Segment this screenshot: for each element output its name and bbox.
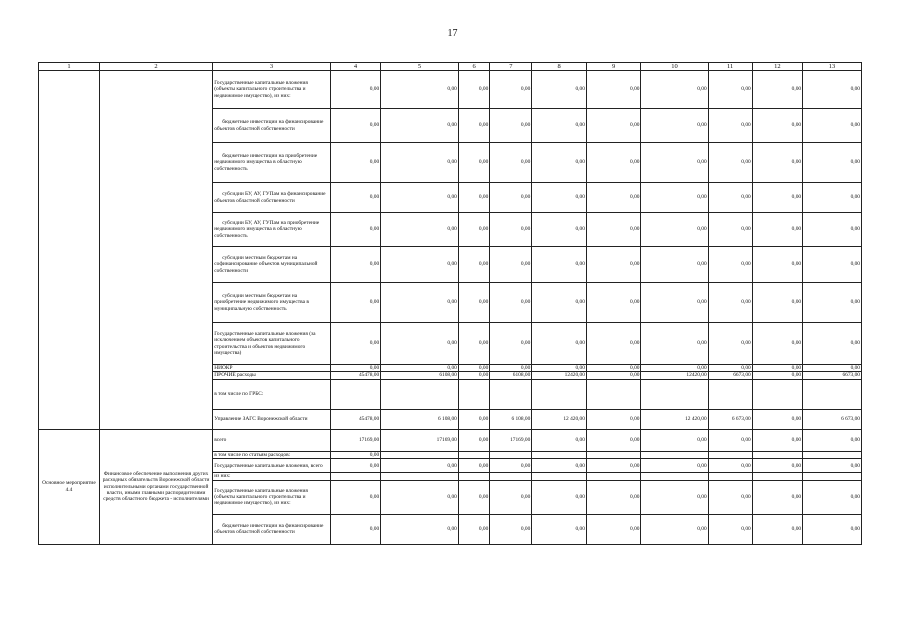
- value-cell: 0,00: [586, 213, 641, 247]
- value-cell: [330, 473, 380, 480]
- value-cell: 0,00: [330, 71, 380, 109]
- value-cell: 0,00: [490, 213, 532, 247]
- value-cell: 0,00: [532, 365, 587, 372]
- column-header: 9: [586, 63, 641, 71]
- value-cell: 0,00: [803, 109, 862, 143]
- value-cell: 0,00: [586, 514, 641, 544]
- row-name: ПРОЧИЕ расходы: [213, 372, 331, 379]
- value-cell: 0,00: [803, 71, 862, 109]
- value-cell: 0,00: [803, 323, 862, 365]
- value-cell: 0,00: [490, 247, 532, 283]
- value-cell: [752, 451, 802, 458]
- value-cell: 0,00: [381, 183, 459, 213]
- value-cell: 0,00: [490, 514, 532, 544]
- value-cell: 0,00: [752, 71, 802, 109]
- value-cell: [458, 379, 489, 409]
- value-cell: [803, 379, 862, 409]
- value-cell: 0,00: [330, 247, 380, 283]
- value-cell: 12420,00: [641, 372, 708, 379]
- value-cell: 0,00: [752, 372, 802, 379]
- row-name: бюджетные инвестиции на финансирование объектов областной собственности: [213, 514, 331, 544]
- value-cell: 0,00: [803, 429, 862, 451]
- row-name: всего: [213, 429, 331, 451]
- value-cell: 0,00: [586, 372, 641, 379]
- value-cell: 0,00: [381, 283, 459, 323]
- row-name: субсидии БУ, АУ, ГУПам на приобретение недвижимого имущества в областную собственность: [213, 213, 331, 247]
- value-cell: 0,00: [586, 429, 641, 451]
- column-header: 7: [490, 63, 532, 71]
- value-cell: 0,00: [532, 183, 587, 213]
- value-cell: 0,00: [490, 480, 532, 514]
- value-cell: 0,00: [752, 514, 802, 544]
- value-cell: 0,00: [330, 459, 380, 473]
- value-cell: 0,00: [641, 213, 708, 247]
- value-cell: 0,00: [330, 323, 380, 365]
- column-header: 4: [330, 63, 380, 71]
- value-cell: [458, 473, 489, 480]
- value-cell: 0,00: [803, 365, 862, 372]
- value-cell: [586, 379, 641, 409]
- value-cell: 0,00: [641, 459, 708, 473]
- value-cell: 0,00: [803, 247, 862, 283]
- row-name: Государственные капитальные вложения (объекты капитального строительства и недвижимое имущество), из них:: [213, 71, 331, 109]
- value-cell: [490, 379, 532, 409]
- value-cell: 0,00: [708, 514, 752, 544]
- value-cell: 0,00: [708, 109, 752, 143]
- value-cell: 0,00: [330, 213, 380, 247]
- value-cell: [803, 451, 862, 458]
- value-cell: 0,00: [586, 365, 641, 372]
- value-cell: 0,00: [752, 429, 802, 451]
- value-cell: 0,00: [381, 213, 459, 247]
- value-cell: [752, 473, 802, 480]
- value-cell: 6 673,00: [708, 409, 752, 429]
- value-cell: 0,00: [532, 480, 587, 514]
- value-cell: 0,00: [381, 480, 459, 514]
- value-cell: 0,00: [803, 213, 862, 247]
- value-cell: 0,00: [458, 365, 489, 372]
- value-cell: 0,00: [458, 213, 489, 247]
- value-cell: 0,00: [490, 283, 532, 323]
- value-cell: 0,00: [490, 143, 532, 183]
- column-header: 13: [803, 63, 862, 71]
- value-cell: 0,00: [586, 71, 641, 109]
- value-cell: 0,00: [752, 283, 802, 323]
- value-cell: 12 420,00: [641, 409, 708, 429]
- value-cell: 0,00: [532, 323, 587, 365]
- value-cell: 0,00: [490, 323, 532, 365]
- value-cell: [330, 379, 380, 409]
- value-cell: 6673,00: [708, 372, 752, 379]
- value-cell: [641, 473, 708, 480]
- value-cell: 6 108,00: [381, 409, 459, 429]
- value-cell: 0,00: [458, 372, 489, 379]
- value-cell: 0,00: [532, 459, 587, 473]
- value-cell: [490, 451, 532, 458]
- value-cell: 0,00: [458, 283, 489, 323]
- value-cell: 0,00: [586, 459, 641, 473]
- value-cell: [708, 379, 752, 409]
- value-cell: 0,00: [708, 247, 752, 283]
- row-name: из них:: [213, 473, 331, 480]
- value-cell: [708, 473, 752, 480]
- value-cell: 0,00: [708, 183, 752, 213]
- value-cell: [490, 473, 532, 480]
- value-cell: 17169,00: [490, 429, 532, 451]
- value-cell: 0,00: [752, 480, 802, 514]
- value-cell: 0,00: [330, 480, 380, 514]
- value-cell: 0,00: [586, 409, 641, 429]
- column-header: 10: [641, 63, 708, 71]
- value-cell: 0,00: [330, 143, 380, 183]
- value-cell: 0,00: [458, 183, 489, 213]
- value-cell: [708, 451, 752, 458]
- value-cell: 0,00: [803, 283, 862, 323]
- activity-description: Финансовое обеспечение выполнения других расходных обязательств Воронежской области исполнительными органами государственной власти, иными главными распорядителями средств областного бюджета - исполнителями: [99, 429, 212, 544]
- row-name: в том числе по статьям расходов:: [213, 451, 331, 458]
- value-cell: 0,00: [803, 514, 862, 544]
- value-cell: 0,00: [586, 109, 641, 143]
- value-cell: 0,00: [458, 480, 489, 514]
- value-cell: [381, 451, 459, 458]
- column-header: 1: [39, 63, 100, 71]
- value-cell: 0,00: [330, 283, 380, 323]
- value-cell: 0,00: [803, 480, 862, 514]
- value-cell: 0,00: [641, 283, 708, 323]
- value-cell: 0,00: [490, 71, 532, 109]
- value-cell: 0,00: [330, 451, 380, 458]
- value-cell: 0,00: [641, 143, 708, 183]
- column-header: 11: [708, 63, 752, 71]
- value-cell: 0,00: [752, 109, 802, 143]
- value-cell: 0,00: [641, 365, 708, 372]
- value-cell: 0,00: [752, 365, 802, 372]
- value-cell: 0,00: [586, 247, 641, 283]
- value-cell: 0,00: [532, 247, 587, 283]
- value-cell: 0,00: [490, 459, 532, 473]
- value-cell: 0,00: [532, 283, 587, 323]
- value-cell: 0,00: [752, 247, 802, 283]
- value-cell: 0,00: [641, 183, 708, 213]
- activity-code: Основное мероприятие 4.4: [39, 429, 100, 544]
- row-name: бюджетные инвестиции на финансирование объектов областной собственности: [213, 109, 331, 143]
- value-cell: 0,00: [532, 429, 587, 451]
- row-name: бюджетные инвестиции на приобретение недвижимого имущества в областную собственность: [213, 143, 331, 183]
- value-cell: [803, 473, 862, 480]
- value-cell: 0,00: [708, 429, 752, 451]
- value-cell: 0,00: [532, 109, 587, 143]
- table-row: [39, 71, 862, 109]
- value-cell: 6108,00: [490, 372, 532, 379]
- value-cell: 12 420,00: [532, 409, 587, 429]
- row-name: в том числе по ГРБС:: [213, 379, 331, 409]
- value-cell: 0,00: [458, 71, 489, 109]
- value-cell: 0,00: [803, 459, 862, 473]
- column-header: 12: [752, 63, 802, 71]
- value-cell: 0,00: [752, 183, 802, 213]
- value-cell: 45478,00: [330, 409, 380, 429]
- value-cell: [641, 379, 708, 409]
- value-cell: 0,00: [641, 247, 708, 283]
- value-cell: 0,00: [458, 409, 489, 429]
- row-name: Государственные капитальные вложения (за исключением объектов капитального строительства и объектов недвижимого имущества): [213, 323, 331, 365]
- column-header: 8: [532, 63, 587, 71]
- value-cell: 0,00: [458, 143, 489, 183]
- value-cell: 6 108,00: [490, 409, 532, 429]
- value-cell: 0,00: [532, 71, 587, 109]
- value-cell: 0,00: [458, 323, 489, 365]
- value-cell: 0,00: [532, 213, 587, 247]
- value-cell: [458, 451, 489, 458]
- value-cell: 0,00: [330, 109, 380, 143]
- value-cell: 0,00: [532, 514, 587, 544]
- value-cell: 0,00: [381, 71, 459, 109]
- value-cell: 0,00: [458, 247, 489, 283]
- table-row: [39, 429, 862, 451]
- column-header: 6: [458, 63, 489, 71]
- value-cell: 0,00: [708, 213, 752, 247]
- value-cell: 0,00: [381, 365, 459, 372]
- value-cell: 0,00: [708, 143, 752, 183]
- value-cell: 0,00: [381, 514, 459, 544]
- value-cell: 0,00: [458, 109, 489, 143]
- empty-cell: [39, 71, 100, 430]
- column-header: 3: [213, 63, 331, 71]
- value-cell: 0,00: [490, 183, 532, 213]
- value-cell: 12420,00: [532, 372, 587, 379]
- page-number: 17: [447, 28, 458, 39]
- value-cell: 6 673,00: [803, 409, 862, 429]
- value-cell: 6108,00: [381, 372, 459, 379]
- column-header: 2: [99, 63, 212, 71]
- value-cell: 0,00: [586, 323, 641, 365]
- value-cell: 0,00: [330, 514, 380, 544]
- value-cell: 0,00: [752, 459, 802, 473]
- value-cell: 0,00: [752, 409, 802, 429]
- value-cell: 0,00: [330, 183, 380, 213]
- value-cell: 0,00: [381, 247, 459, 283]
- value-cell: 17169,00: [381, 429, 459, 451]
- value-cell: 0,00: [752, 323, 802, 365]
- value-cell: 0,00: [381, 143, 459, 183]
- row-name: Государственные капитальные вложения, всего: [213, 459, 331, 473]
- value-cell: [532, 451, 587, 458]
- value-cell: 0,00: [381, 109, 459, 143]
- value-cell: 0,00: [708, 365, 752, 372]
- row-name: субсидии БУ, АУ, ГУПам на финансирование объектов областной собственности: [213, 183, 331, 213]
- value-cell: 0,00: [708, 283, 752, 323]
- value-cell: 6673,00: [803, 372, 862, 379]
- empty-cell: [99, 71, 212, 430]
- value-cell: 0,00: [641, 480, 708, 514]
- value-cell: 0,00: [708, 323, 752, 365]
- value-cell: [641, 451, 708, 458]
- budget-table: [38, 62, 862, 545]
- value-cell: 0,00: [586, 183, 641, 213]
- value-cell: 0,00: [586, 480, 641, 514]
- row-name: субсидии местным бюджетам на софинансирование объектов муниципальной собственности: [213, 247, 331, 283]
- value-cell: 0,00: [641, 429, 708, 451]
- value-cell: 0,00: [458, 429, 489, 451]
- value-cell: 0,00: [641, 323, 708, 365]
- value-cell: 0,00: [708, 480, 752, 514]
- row-name: Управление ЗАГС Воронежской области: [213, 409, 331, 429]
- value-cell: 0,00: [752, 213, 802, 247]
- value-cell: 0,00: [490, 365, 532, 372]
- value-cell: 0,00: [330, 365, 380, 372]
- value-cell: 0,00: [532, 143, 587, 183]
- value-cell: 0,00: [458, 459, 489, 473]
- row-name: субсидии местным бюджетам на приобретение недвижимого имущества в муниципальную собственность: [213, 283, 331, 323]
- value-cell: 0,00: [641, 109, 708, 143]
- value-cell: [532, 379, 587, 409]
- value-cell: 17169,00: [330, 429, 380, 451]
- value-cell: 0,00: [381, 323, 459, 365]
- value-cell: 0,00: [641, 514, 708, 544]
- value-cell: 0,00: [586, 143, 641, 183]
- value-cell: [381, 379, 459, 409]
- value-cell: 0,00: [458, 514, 489, 544]
- value-cell: [752, 379, 802, 409]
- row-name: НИОКР: [213, 365, 331, 372]
- value-cell: [532, 473, 587, 480]
- value-cell: [381, 473, 459, 480]
- value-cell: [586, 451, 641, 458]
- value-cell: 45478,00: [330, 372, 380, 379]
- header-row: [39, 63, 862, 71]
- row-name: Государственные капитальные вложения (объекты капитального строительства и недвижимое имущество), из них:: [213, 480, 331, 514]
- value-cell: 0,00: [708, 459, 752, 473]
- value-cell: 0,00: [490, 109, 532, 143]
- value-cell: 0,00: [803, 143, 862, 183]
- value-cell: 0,00: [586, 283, 641, 323]
- value-cell: 0,00: [752, 143, 802, 183]
- value-cell: 0,00: [708, 71, 752, 109]
- value-cell: [586, 473, 641, 480]
- column-header: 5: [381, 63, 459, 71]
- value-cell: 0,00: [641, 71, 708, 109]
- value-cell: 0,00: [803, 183, 862, 213]
- value-cell: 0,00: [381, 459, 459, 473]
